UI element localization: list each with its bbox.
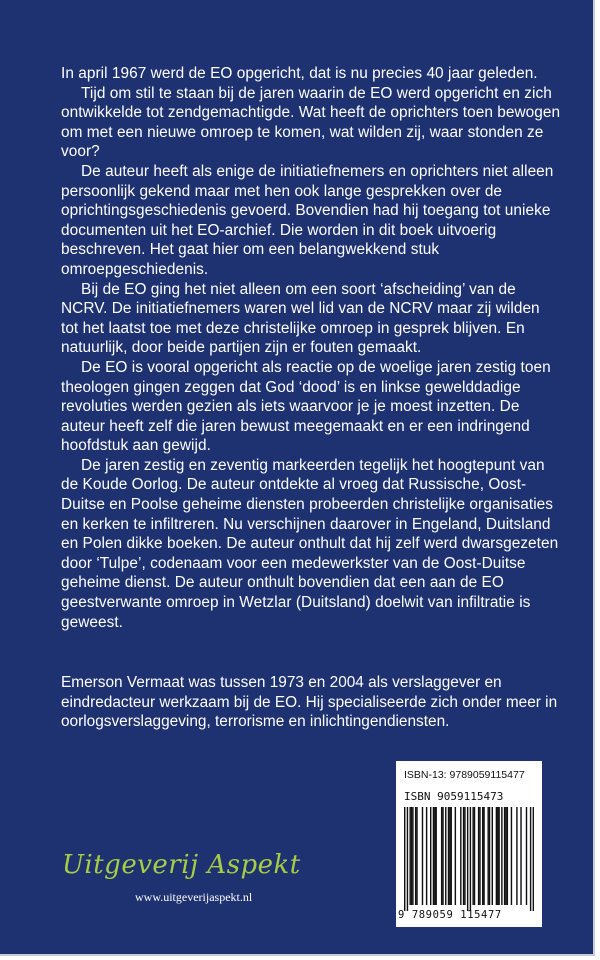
barcode-bar (498, 807, 499, 905)
barcode-bar (449, 807, 450, 905)
barcode-bar (483, 807, 484, 905)
barcode-bar (460, 807, 461, 905)
barcode-bar (507, 807, 508, 905)
barcode-bar (511, 807, 512, 905)
barcode-bar (434, 807, 435, 905)
isbn10-label: ISBN 9059115473 (404, 790, 504, 803)
barcode-bar (505, 807, 506, 905)
barcode-bar (530, 807, 531, 911)
blurb-paragraph: Bij de EO ging het niet alleen om een soort ‘afscheiding’ van de NCRV. De initiatiefnemers waren wel lid van de NCRV maar zij wilden tot het laatst toe met deze christelijke omroep in gesprek blijven. En natuurlijk, door beide partijen zijn er fouten gemaakt. (61, 280, 540, 357)
barcode-bar (474, 807, 475, 905)
barcode-bar (504, 807, 505, 905)
barcode-bar (422, 807, 423, 905)
barcode-bar (497, 807, 498, 905)
barcode-bar (492, 807, 493, 905)
barcode-bar (404, 807, 405, 911)
barcode-bar (496, 807, 497, 905)
barcode-bar (448, 807, 449, 905)
barcode-bar (442, 807, 443, 905)
barcode-bar (516, 807, 517, 905)
barcode-bar (455, 807, 456, 905)
barcode-bar (416, 807, 417, 905)
blurb-paragraph: Tijd om stil te staan bij de jaren waarin de EO werd opgericht en zich ontwikkelde tot zendgemachtigde. Wat heeft de oprichters toen bewogen om met een nieuwe omroep te komen, wat wilden zij, waar stonden ze voor? (61, 84, 561, 161)
barcode-bar (464, 807, 465, 905)
barcode-bar (470, 807, 471, 911)
barcode-bar (533, 807, 534, 911)
barcode-bar (467, 807, 468, 911)
barcode-bar (412, 807, 413, 905)
barcode-bar (409, 807, 410, 905)
isbn13-label: ISBN-13: 9789059115477 (404, 769, 525, 781)
blurb-paragraph: De auteur heeft als enige de initiatiefnemers en oprichters niet alleen persoonlijk gekend maar met hen ook lange gesprekken over de oprichtingsgeschiedenis gevoerd. Bovendien had hij toegang tot unieke documenten uit het EO-archief. Die worden in dit boek uitvoerig beschreven. Het gaat hier om een belangwekkend stuk omroepgeschiedenis. (61, 162, 554, 278)
barcode-panel (396, 761, 542, 927)
barcode-bar (411, 807, 412, 905)
barcode-bar (445, 807, 446, 905)
barcode-bar (415, 807, 416, 905)
barcode-bar (407, 807, 408, 911)
barcode-bar (478, 807, 479, 905)
blurb-text (61, 64, 561, 632)
barcode-digits: 9 789059 115477 (398, 909, 502, 921)
barcode-bar (489, 807, 490, 905)
blurb-paragraph: De jaren zestig en zeventig markeerden tegelijk het hoogtepunt van de Koude Oorlog. De auteur ontdekte al vroeg dat Russische, Oost-Duitse en Poolse geheime diensten probeerden christelijke organisaties en kerken te infiltreren. Nu verschijnen daarover in Engeland, Duitsland en Polen dikke boeken. De auteur onthult dat hij zelf werd dwarsgezeten door ‘Tulpe’, codenaam voor een medewerkster van de Oost-Duitse geheime dienst. De auteur onthult bovendien dat een aan de EO geestverwante omroep in Wetzlar (Duitsland) doelwit van infiltratie is geweest. (61, 456, 559, 631)
barcode-bar (430, 807, 431, 905)
barcode-bar (520, 807, 521, 905)
publisher-logo: Uitgeverij Aspekt (62, 850, 301, 880)
barcode-bar (435, 807, 436, 905)
barcode-bar (433, 807, 434, 905)
barcode-bar (463, 807, 464, 905)
barcode-bar (526, 807, 527, 905)
barcode-bar (479, 807, 480, 905)
blurb-paragraph: De EO is vooral opgericht als reactie op de woelige jaren zestig toen theologen gingen zeggen dat God ‘dood’ is en linkse gewelddadige revoluties werden gezien als iets waarvoor je je moest inzetten. De auteur heeft zelf die jaren bewust meegemaakt en er een indringend hoofdstuk aan gewijd. (61, 358, 551, 455)
barcode-bar (426, 807, 427, 905)
blurb-paragraph: In april 1967 werd de EO opgericht, dat is nu precies 40 jaar geleden. (61, 65, 538, 82)
barcode-bar (441, 807, 442, 905)
barcode-icon (404, 807, 534, 911)
publisher-website: www.uitgeverijaspekt.nl (135, 890, 253, 904)
barcode-bar (487, 807, 488, 905)
barcode-bar (482, 807, 483, 905)
barcode-bar (451, 807, 452, 905)
barcode-bar (501, 807, 502, 905)
author-bio: Emerson Vermaat was tussen 1973 en 2004 als verslaggever en eindredacteur werkzaam bij de EO. Hij specialiseerde zich onder meer in oorlogsverslaggeving, terrorisme en inlichtingendiensten. (61, 674, 558, 731)
barcode-bar (472, 807, 473, 905)
